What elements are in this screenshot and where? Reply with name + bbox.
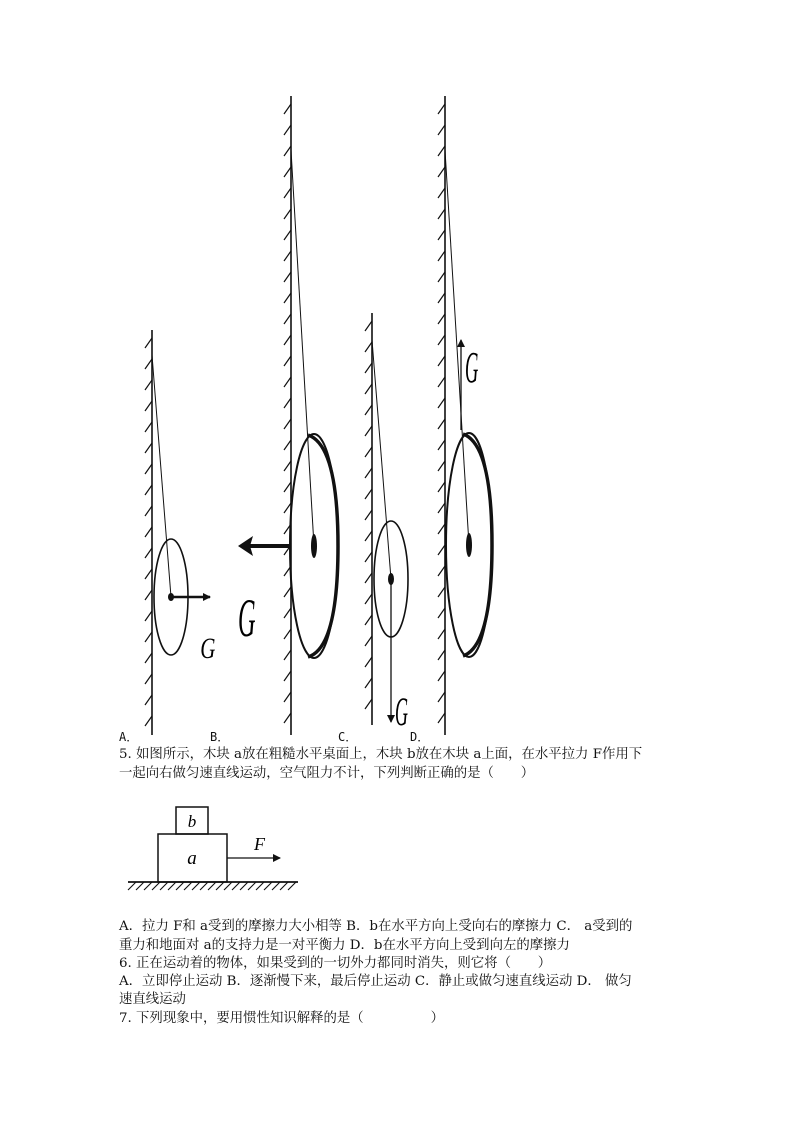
hatch-mark [438,146,445,156]
question5-stem-line2: 一起向右做匀速直线运动，空气阻力不计，下列判断正确的是（ ） [119,766,535,781]
wall-c-hatch [365,321,372,709]
question5-stem-line1: 5. 如图所示，木块 a放在粗糙水平桌面上，木块 b放在木块 a上面，在水平拉力 F作用下 [119,747,643,762]
hatch-mark [438,482,445,492]
wall-b-hatch [284,104,291,723]
hatch-mark [438,293,445,303]
question6-stem: 6. 正在运动着的物体，如果受到的一切外力都同时消失，则它将（ ） [119,956,552,971]
hatch-mark [145,485,152,495]
hatch-mark [438,692,445,702]
hatch-mark [284,587,291,597]
option-label-b: B． [210,730,230,744]
hatch-mark [365,657,372,667]
hatch-mark [365,405,372,415]
hatch-mark [284,377,291,387]
hatch-mark [288,882,296,890]
hatch-mark [145,653,152,663]
hatch-mark [365,489,372,499]
string-a [152,355,171,597]
hatch-mark [284,482,291,492]
hatch-mark [145,611,152,621]
hatch-mark [365,384,372,394]
center-dot-d [466,533,472,557]
hatch-mark [284,104,291,114]
hatch-mark [284,335,291,345]
hatch-mark [438,335,445,345]
gravity-label-a: G [200,631,216,665]
hatch-mark [284,188,291,198]
hatch-mark [284,503,291,513]
hatch-mark [284,167,291,177]
hatch-mark [365,552,372,562]
hatch-mark [438,461,445,471]
wall-d-hatch [438,104,445,723]
hatch-mark [438,251,445,261]
hatch-mark [145,422,152,432]
figure-q5 [128,807,298,890]
hatch-mark [438,419,445,429]
hatch-mark [365,363,372,373]
hatch-mark [145,443,152,453]
hatch-mark [145,380,152,390]
hatch-mark [365,447,372,457]
ground-hatch [128,882,296,890]
hatch-mark [152,882,160,890]
gravity-label-c: G [395,688,408,735]
hatch-mark [284,356,291,366]
hatch-mark [284,209,291,219]
hatch-mark [160,882,168,890]
hatch-mark [200,882,208,890]
hatch-mark [365,699,372,709]
hatch-mark [438,587,445,597]
hatch-mark [145,632,152,642]
hatch-mark [284,713,291,723]
hatch-mark [284,230,291,240]
hatch-mark [184,882,192,890]
hatch-mark [438,104,445,114]
hatch-mark [365,594,372,604]
force-label-f: F [254,834,265,854]
hatch-mark [284,125,291,135]
option-label-d: D． [410,730,430,744]
question6-options-line1: A．立即停止运动 B．逐渐慢下来，最后停止运动 C．静止或做匀速直线运动 D． 做匀 [119,974,632,989]
figure-c [365,313,408,734]
hatch-mark [438,377,445,387]
hatch-mark [216,882,224,890]
question5-options-line1: A．拉力 F和 a受到的摩擦力大小相等 B．b在水平方向上受向右的摩擦力 C． a受到的 [119,919,633,934]
hatch-mark [438,713,445,723]
hatch-mark [365,636,372,646]
hatch-mark [438,272,445,282]
hatch-mark [365,321,372,331]
string-c [372,340,391,579]
hatch-mark [438,650,445,660]
option-label-c: C． [338,730,358,744]
hatch-mark [284,440,291,450]
hatch-mark [145,569,152,579]
hatch-mark [284,314,291,324]
hatch-mark [365,510,372,520]
hatch-mark [365,468,372,478]
center-dot-b [311,534,317,558]
hatch-mark [365,615,372,625]
hatch-mark [365,342,372,352]
hatch-mark [145,590,152,600]
hatch-mark [438,188,445,198]
hatch-mark [145,338,152,348]
hatch-mark [136,882,144,890]
hatch-mark [284,671,291,681]
figure-a [145,330,216,735]
hatch-mark [438,230,445,240]
hatch-mark [438,440,445,450]
hatch-mark [145,716,152,726]
hatch-mark [284,461,291,471]
hatch-mark [264,882,272,890]
hatch-mark [208,882,216,890]
hatch-mark [438,545,445,555]
hatch-mark [145,695,152,705]
hatch-mark [272,882,280,890]
hatch-mark [365,678,372,688]
hatch-mark [438,524,445,534]
hatch-mark [284,629,291,639]
hatch-mark [128,882,136,890]
option-label-a: A． [119,730,139,744]
question5-options-line2: 重力和地面对 a的支持力是一对平衡力 D．b在水平方向上受到向左的摩擦力 [119,938,570,953]
hatch-mark [284,650,291,660]
hatch-mark [284,146,291,156]
hatch-mark [280,882,288,890]
hatch-mark [365,531,372,541]
hatch-mark [145,527,152,537]
hatch-mark [438,608,445,618]
hatch-mark [240,882,248,890]
block-b-label: b [187,812,197,831]
hatch-mark [145,401,152,411]
hatch-mark [438,167,445,177]
question7-stem: 7. 下列现象中，要用惯性知识解释的是（ ） [119,1011,445,1026]
hatch-mark [145,506,152,516]
hatch-mark [438,671,445,681]
hatch-mark [284,293,291,303]
hatch-mark [438,566,445,576]
hatch-mark [145,674,152,684]
hatch-mark [145,464,152,474]
figure-b [238,96,338,735]
hatch-mark [256,882,264,890]
gravity-label-b: G [238,589,256,649]
hatch-mark [145,548,152,558]
wall-a-hatch [145,338,152,726]
hatch-mark [438,503,445,513]
hatch-mark [284,398,291,408]
hatch-mark [284,608,291,618]
question6-options-line2: 速直线运动 [119,992,186,1007]
hatch-mark [145,359,152,369]
hatch-mark [284,251,291,261]
hatch-mark [365,426,372,436]
hatch-mark [224,882,232,890]
gravity-label-d: G [465,344,479,393]
hatch-mark [284,692,291,702]
hatch-mark [438,356,445,366]
hatch-mark [144,882,152,890]
hatch-mark [248,882,256,890]
hatch-mark [438,629,445,639]
block-a-label: a [187,848,197,869]
hatch-mark [192,882,200,890]
hatch-mark [365,573,372,583]
hatch-mark [176,882,184,890]
hatch-mark [438,398,445,408]
hatch-mark [284,272,291,282]
hatch-mark [438,125,445,135]
figure-d [438,96,492,735]
hatch-mark [232,882,240,890]
hatch-mark [168,882,176,890]
hatch-mark [438,209,445,219]
hatch-mark [284,419,291,429]
hatch-mark [438,314,445,324]
